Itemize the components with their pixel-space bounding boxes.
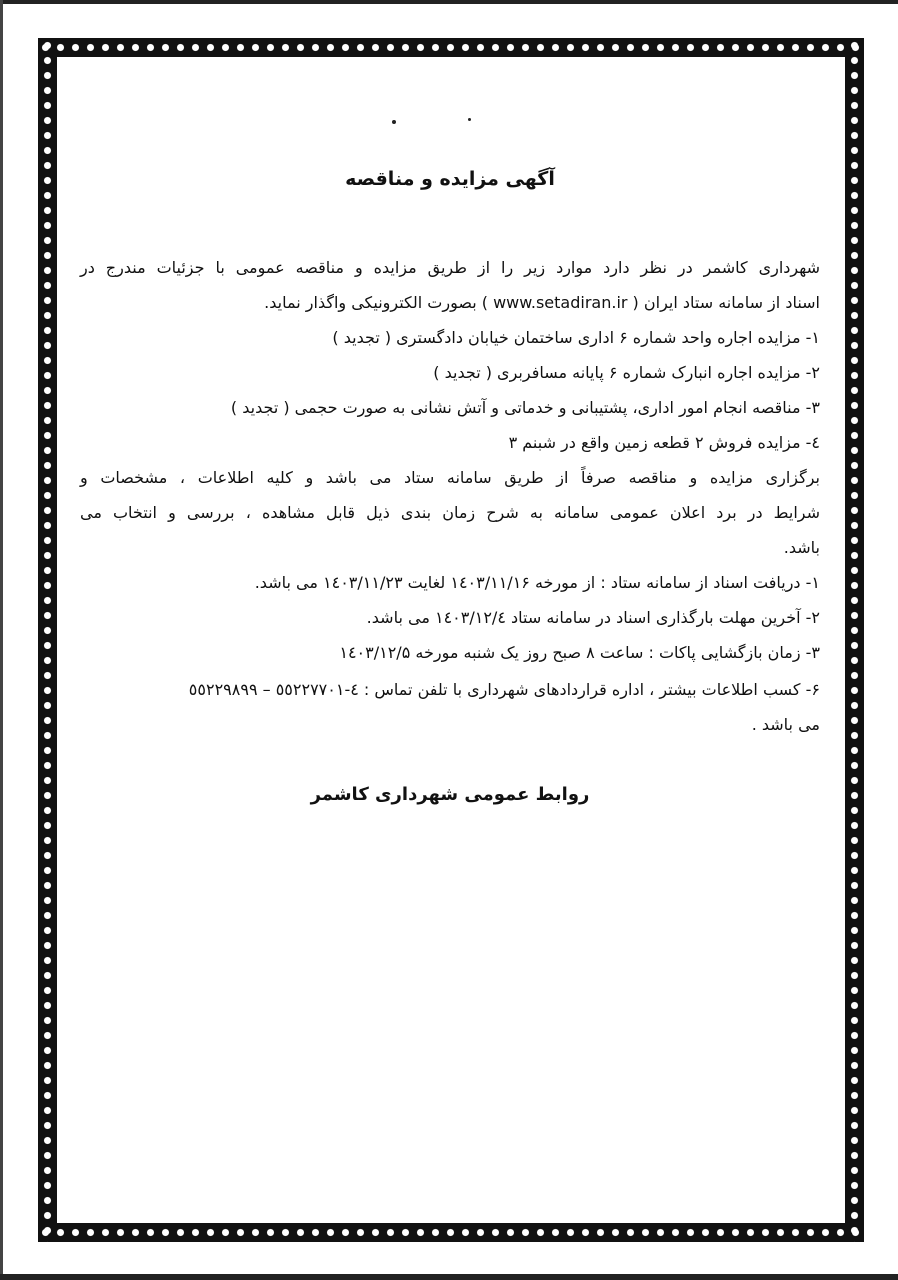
border-left-pattern bbox=[38, 38, 57, 1242]
schedule-item-1: ۱- دریافت اسناد از سامانه ستاد : از مورخه ۱٤۰۳/۱۱/۱۶ لغایت ۱٤۰۳/۱۱/۲۳ می باشد. bbox=[254, 573, 820, 592]
item-3: ۳- مناقصه انجام امور اداری، پشتیبانی و خدماتی و آتش نشانی به صورت حجمی ( تجدید ) bbox=[230, 398, 820, 417]
conditions-line-3: باشد. bbox=[783, 538, 820, 557]
contact-line-2: می باشد . bbox=[751, 715, 820, 734]
notice-title: آگهی مزایده و مناقصه bbox=[345, 168, 555, 190]
decorative-border bbox=[38, 38, 864, 1242]
intro-line-1: شهرداری کاشمر در نظر دارد موارد زیر را از طریق مزایده و مناقصه عمومی با جزئیات مندرج در bbox=[80, 258, 820, 277]
schedule-item-3: ۳- زمان بازگشایی پاکات : ساعت ۸ صبح روز یک شنبه مورخه ۱٤۰۳/۱۲/۵ bbox=[339, 643, 820, 662]
scan-edge-bottom bbox=[0, 1274, 898, 1280]
contact-line-1: ۶- کسب اطلاعات بیشتر ، اداره قراردادهای شهرداری با تلفن تماس : ٤-٥٥٢٢٧٧٠١ – ٥٥٢٢٩٨٩٩ bbox=[188, 680, 820, 699]
schedule-item-2: ۲- آخرین مهلت بارگذاری اسناد در سامانه ستاد ۱٤۰۳/۱۲/٤ می باشد. bbox=[366, 608, 820, 627]
item-2: ۲- مزایده اجاره انبارک شماره ۶ پایانه مسافربری ( تجدید ) bbox=[433, 363, 820, 382]
scan-edge-left bbox=[0, 0, 3, 1280]
scan-speck bbox=[468, 118, 471, 121]
border-right-pattern bbox=[845, 38, 864, 1242]
border-bottom-pattern bbox=[38, 1223, 864, 1242]
conditions-line-2: شرایط در برد اعلان عمومی سامانه به شرح زمان بندی ذیل قابل مشاهده ، بررسی و انتخاب می bbox=[80, 503, 820, 522]
intro-line-2: اسناد از سامانه ستاد ایران ( www.setadiran.ir ) بصورت الکترونیکی واگذار نماید. bbox=[264, 293, 820, 312]
item-4: ٤- مزایده فروش ۲ قطعه زمین واقع در شبنم ۳ bbox=[508, 433, 820, 452]
conditions-line-1: برگزاری مزایده و مناقصه صرفاً از طریق سامانه ستاد می باشد و کلیه اطلاعات ، مشخصات و bbox=[80, 468, 820, 487]
document-sheet bbox=[57, 57, 845, 1223]
border-top-pattern bbox=[38, 38, 864, 57]
scan-speck bbox=[392, 120, 396, 124]
signature: روابط عمومی شهرداری کاشمر bbox=[310, 784, 590, 805]
item-1: ۱- مزایده اجاره واحد شماره ۶ اداری ساختمان خیابان دادگستری ( تجدید ) bbox=[332, 328, 820, 347]
scan-edge-top bbox=[0, 0, 898, 4]
